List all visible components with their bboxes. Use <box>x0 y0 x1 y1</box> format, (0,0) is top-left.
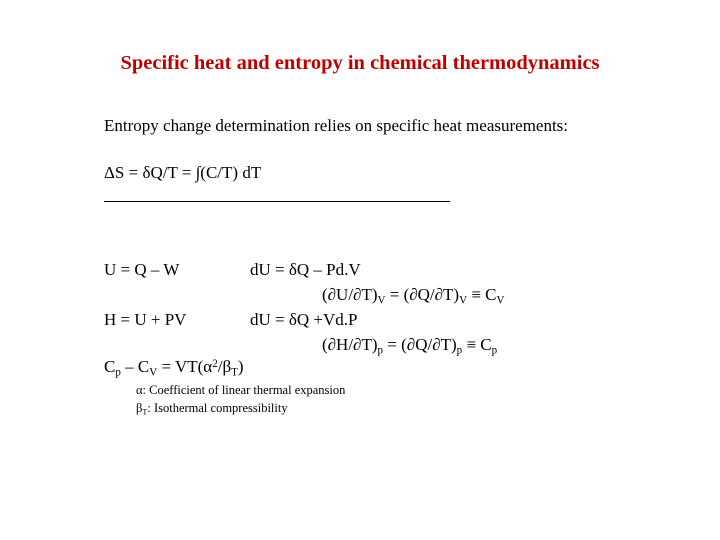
slide-title: Specific heat and entropy in chemical thermodynamics <box>120 52 600 74</box>
alpha-note: α: Coefficient of linear thermal expansion <box>136 383 346 397</box>
intro-text: Entropy change determination relies on specific heat measurements: <box>104 116 569 135</box>
cp-cv-relation: $C_p - C_V = VT(\alpha^2/\beta_T)$ <box>104 357 244 379</box>
heat-capacity-cp-definition: $(\partial H/\partial T)_p = (\partial Q/\partial T)_p \equiv C_p$ <box>322 335 498 357</box>
beta-note: $\beta_T$: Isothermal compressibility <box>136 401 288 417</box>
divider-line <box>104 201 450 202</box>
heat-capacity-cv-definition: $(\partial U/\partial T)_V = (\partial Q/\partial T)_V \equiv C_V$ <box>322 285 505 307</box>
internal-energy-differential: dU = δQ – Pd.V <box>250 260 361 279</box>
first-law-equation: U = Q – W <box>104 260 180 279</box>
entropy-equation: ΔS = δQ/T = ∫(C/T) dT <box>104 163 262 182</box>
enthalpy-definition: H = U + PV <box>104 310 187 329</box>
enthalpy-differential: dU = δQ +Vd.P <box>250 310 358 329</box>
